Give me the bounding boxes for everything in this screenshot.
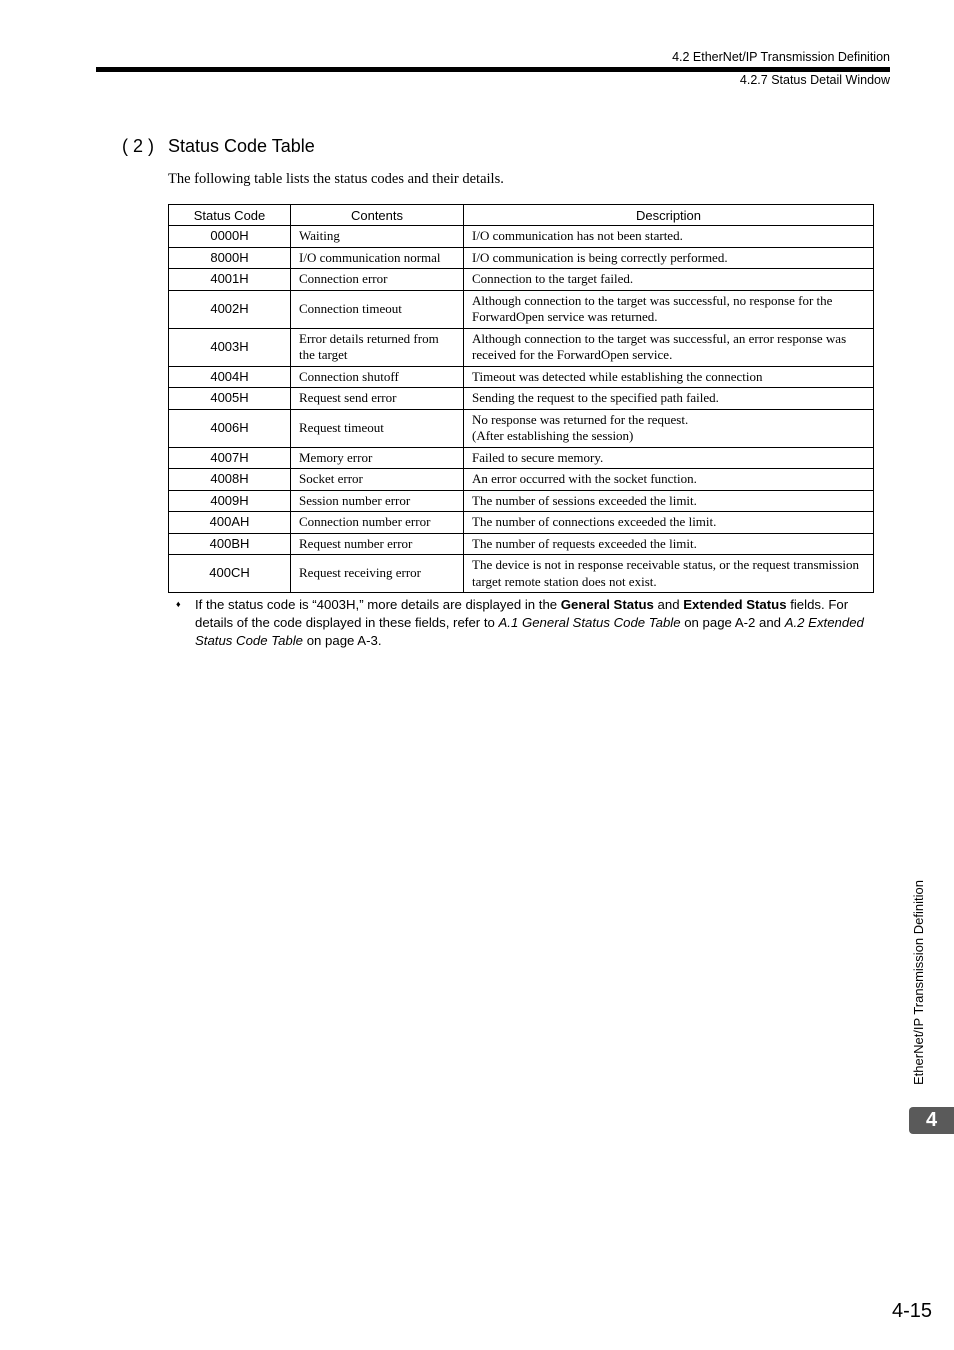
description-line: (After establishing the session) <box>472 428 634 443</box>
table-row <box>169 388 874 410</box>
table-row <box>169 533 874 555</box>
table-row <box>169 328 874 366</box>
contents-cell: Request number error <box>291 533 464 555</box>
contents-cell: Request receiving error <box>291 555 464 593</box>
note-text-part: on page A-2 and <box>680 615 785 630</box>
contents-cell: Connection error <box>291 269 464 291</box>
status-code-cell: 4005H <box>169 388 291 410</box>
contents-cell: Request timeout <box>291 409 464 447</box>
table-row <box>169 226 874 248</box>
description-cell: Sending the request to the specified path failed. <box>464 388 874 410</box>
note-item <box>176 596 888 650</box>
intro-paragraph: The following table lists the status codes and their details. <box>168 171 504 187</box>
status-code-cell: 400CH <box>169 555 291 593</box>
status-code-table <box>168 204 874 593</box>
status-code-cell: 4006H <box>169 409 291 447</box>
status-code-cell: 4007H <box>169 447 291 469</box>
description-cell: Connection to the target failed. <box>464 269 874 291</box>
description-cell: The number of requests exceeded the limit. <box>464 533 874 555</box>
contents-cell: Connection shutoff <box>291 366 464 388</box>
note-text-part: If the status code is “4003H,” more details are displayed in the <box>195 597 561 612</box>
description-cell: I/O communication is being correctly performed. <box>464 247 874 269</box>
description-cell: Although connection to the target was successful, an error response was received for the ForwardOpen service. <box>464 328 874 366</box>
general-status-field-name: General Status <box>560 597 654 612</box>
table-row <box>169 247 874 269</box>
contents-cell: Session number error <box>291 490 464 512</box>
table-row <box>169 512 874 534</box>
contents-cell: Waiting <box>291 226 464 248</box>
general-status-table-reference: A.1 General Status Code Table <box>498 615 681 630</box>
section-title: Status Code Table <box>168 136 315 156</box>
description-cell: The device is not in response receivable status, or the request transmission target remote station does not exist. <box>464 555 874 593</box>
note-text-part: fields. For details of the code displayed in these fields, refer to <box>195 597 849 630</box>
description-line: No response was returned for the request. <box>472 411 689 427</box>
chapter-tab: 4 <box>909 1107 954 1134</box>
table-row <box>169 469 874 491</box>
status-code-cell: 4003H <box>169 328 291 366</box>
status-code-cell: 4001H <box>169 269 291 291</box>
running-header-subsection: 4.2.7 Status Detail Window <box>739 73 890 87</box>
column-header-description: Description <box>464 205 874 226</box>
section-number: ( 2 ) <box>122 136 155 156</box>
contents-cell: Memory error <box>291 447 464 469</box>
contents-cell: Connection timeout <box>291 290 464 328</box>
contents-cell: Error details returned from the target <box>291 328 464 366</box>
column-header-contents: Contents <box>291 205 464 226</box>
table-row <box>169 447 874 469</box>
header-rule <box>96 67 890 72</box>
status-code-cell: 8000H <box>169 247 291 269</box>
extended-status-table-reference: A.2 Extended Status Code Table <box>195 615 864 648</box>
description-cell: Failed to secure memory. <box>464 447 874 469</box>
note-text-part: on page A-3. <box>303 633 382 648</box>
status-code-cell: 0000H <box>169 226 291 248</box>
running-header-section: 4.2 EtherNet/IP Transmission Definition <box>672 50 890 64</box>
bullet-icon: ♦ <box>176 599 181 609</box>
status-code-cell: 400BH <box>169 533 291 555</box>
table-row <box>169 555 874 593</box>
extended-status-field-name: Extended Status <box>683 597 787 612</box>
note-text-part: and <box>653 597 684 612</box>
description-cell <box>464 409 874 447</box>
description-cell: I/O communication has not been started. <box>464 226 874 248</box>
description-cell: The number of sessions exceeded the limit. <box>464 490 874 512</box>
description-cell: An error occurred with the socket function. <box>464 469 874 491</box>
page-number: 4-15 <box>891 1300 932 1322</box>
status-code-cell: 400AH <box>169 512 291 534</box>
table-row <box>169 409 874 447</box>
contents-cell: Connection number error <box>291 512 464 534</box>
note-text <box>195 596 888 650</box>
table-row <box>169 490 874 512</box>
contents-cell: Socket error <box>291 469 464 491</box>
contents-cell: Request send error <box>291 388 464 410</box>
table-header-row <box>169 205 874 226</box>
description-cell: Timeout was detected while establishing the connection <box>464 366 874 388</box>
column-header-status-code: Status Code <box>169 205 291 226</box>
status-code-cell: 4004H <box>169 366 291 388</box>
section-heading <box>122 136 315 157</box>
description-cell: The number of connections exceeded the limit. <box>464 512 874 534</box>
status-code-cell: 4002H <box>169 290 291 328</box>
table-row <box>169 366 874 388</box>
contents-cell: I/O communication normal <box>291 247 464 269</box>
table-row <box>169 269 874 291</box>
status-code-cell: 4009H <box>169 490 291 512</box>
side-tab-label: EtherNet/IP Transmission Definition <box>911 880 926 1085</box>
table-row <box>169 290 874 328</box>
status-code-cell: 4008H <box>169 469 291 491</box>
description-cell: Although connection to the target was successful, no response for the ForwardOpen service was returned. <box>464 290 874 328</box>
